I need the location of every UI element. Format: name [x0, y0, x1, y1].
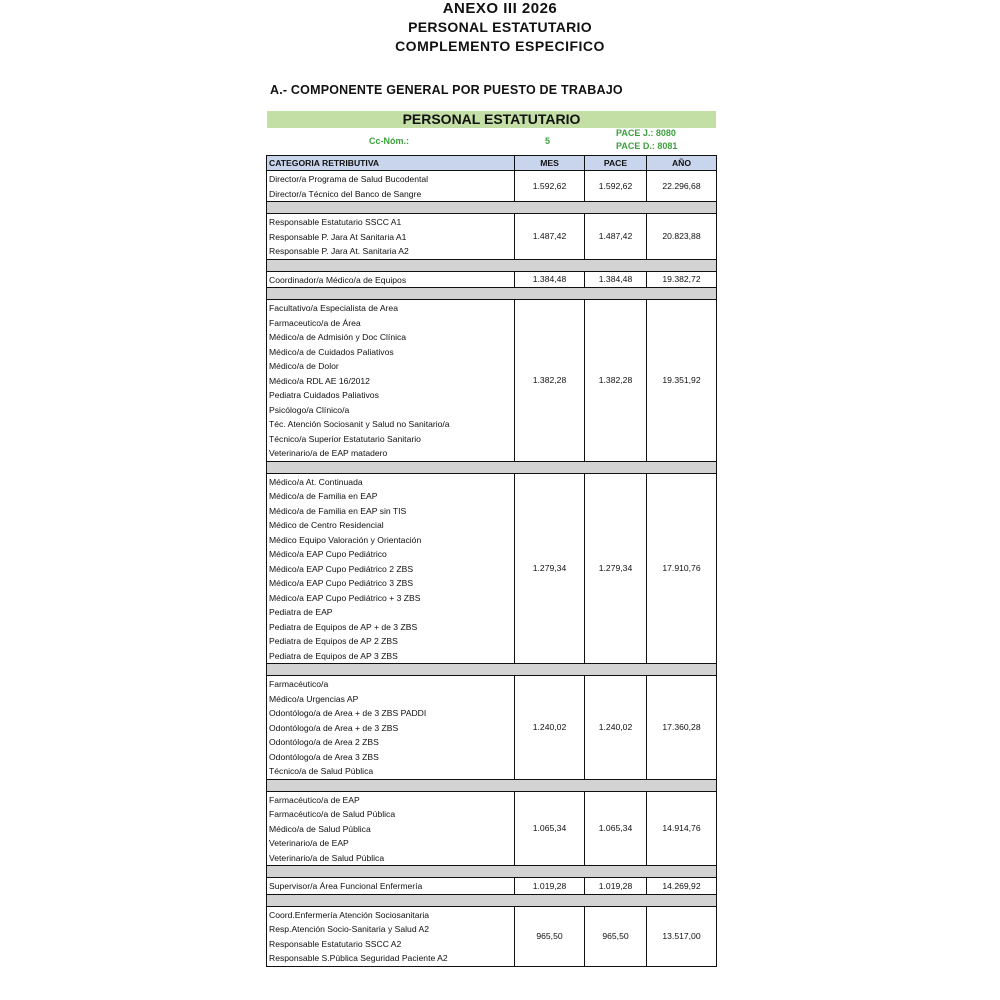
document-subtitle: PERSONAL ESTATUTARIO	[408, 19, 592, 35]
category-name: Médico de Centro Residencial	[269, 520, 384, 530]
separator-cell	[267, 894, 717, 906]
category-name: Pediatra de EAP	[269, 607, 333, 617]
category-names-cell	[267, 214, 515, 260]
category-name: Pediatra de Equipos de AP 3 ZBS	[269, 650, 398, 661]
category-names-cell	[267, 473, 515, 664]
pace-value: 1.592,62	[585, 171, 647, 202]
category-name: Supervisor/a Área Funcional Enfermería	[269, 881, 423, 891]
category-name: Veterinario/a de Salud Pública	[269, 852, 385, 863]
category-name: Facultativo/a Especialista de Area	[269, 303, 398, 313]
category-names-cell	[267, 791, 515, 866]
ano-value: 13.517,00	[647, 906, 717, 966]
ano-value: 14.269,92	[647, 878, 717, 895]
category-name: Director/a Programa de Salud Bucodental	[269, 174, 429, 184]
ano-value: 19.382,72	[647, 271, 717, 288]
pace-value: 1.240,02	[585, 676, 647, 780]
category-name: Médico Equipo Valoración y Orientación	[269, 534, 422, 545]
category-names-cell	[267, 676, 515, 780]
pace-value: 1.279,34	[585, 473, 647, 664]
category-name: Médico/a Urgencias AP	[269, 693, 359, 704]
separator-row	[267, 259, 717, 271]
pace-value: 1.065,34	[585, 791, 647, 866]
category-name: Médico/a EAP Cupo Pediátrico	[269, 549, 387, 559]
category-name: Responsable S.Pública Seguridad Paciente A2	[269, 953, 448, 963]
category-name: Coordinador/a Médico/a de Equipos	[269, 274, 407, 285]
pace-value: 1.384,48	[585, 271, 647, 288]
mes-value: 1.065,34	[515, 791, 585, 866]
table-row	[267, 473, 717, 664]
separator-row	[267, 202, 717, 214]
cc-nom-value: 5	[545, 136, 551, 146]
cc-nom-label: Cc-Nóm.:	[369, 136, 409, 146]
ano-value: 17.360,28	[647, 676, 717, 780]
category-name: Odontólogo/a de Area 2 ZBS	[269, 737, 379, 747]
ano-value: 17.910,76	[647, 473, 717, 664]
separator-cell	[267, 779, 717, 791]
pace-d-code: PACE D.: 8081	[616, 141, 678, 151]
separator-row	[267, 664, 717, 676]
table-row	[267, 271, 717, 288]
table-row	[267, 676, 717, 780]
category-names-cell	[267, 171, 515, 202]
category-name: Técnico/a Superior Estatutario Sanitario	[269, 433, 421, 444]
column-header-pace: PACE	[585, 156, 647, 171]
table-row	[267, 214, 717, 260]
separator-row	[267, 779, 717, 791]
table-row	[267, 171, 717, 202]
category-name: Resp.Atención Socio-Sanitaria y Salud A2	[269, 924, 430, 934]
category-names-cell	[267, 271, 515, 288]
separator-cell	[267, 461, 717, 473]
category-name: Farmaceutico/a de Área	[269, 317, 361, 328]
mes-value: 1.592,62	[515, 171, 585, 202]
category-name: Odontólogo/a de Area 3 ZBS	[269, 751, 379, 762]
category-name: Médico/a EAP Cupo Pediátrico + 3 ZBS	[269, 592, 421, 603]
table-header-row	[267, 156, 717, 171]
mes-value: 1.382,28	[515, 300, 585, 462]
separator-row	[267, 461, 717, 473]
category-names-cell	[267, 300, 515, 462]
separator-cell	[267, 288, 717, 300]
category-name: Pediatra de Equipos de AP 2 ZBS	[269, 636, 398, 646]
mes-value: 965,50	[515, 906, 585, 966]
ano-value: 19.351,92	[647, 300, 717, 462]
ano-value: 14.914,76	[647, 791, 717, 866]
category-name: Veterinario/a de EAP matadero	[269, 448, 388, 458]
separator-cell	[267, 664, 717, 676]
category-name: Médico/a RDL AE 16/2012	[269, 375, 370, 386]
salary-table	[266, 155, 717, 967]
mes-value: 1.384,48	[515, 271, 585, 288]
separator-row	[267, 288, 717, 300]
category-name: Farmacéutico/a	[269, 679, 329, 689]
mes-value: 1.279,34	[515, 473, 585, 664]
table-banner: PERSONAL ESTATUTARIO	[267, 111, 716, 128]
category-name: Psicólogo/a Clínico/a	[269, 404, 350, 415]
category-name: Responsable P. Jara At Sanitaria A1	[269, 231, 407, 242]
category-name: Director/a Técnico del Banco de Sangre	[269, 188, 422, 199]
category-name: Médico/a EAP Cupo Pediátrico 3 ZBS	[269, 578, 414, 588]
document-heading: COMPLEMENTO ESPECIFICO	[395, 38, 605, 54]
separator-row	[267, 894, 717, 906]
category-name: Médico/a de Cuidados Paliativos	[269, 346, 394, 357]
category-name: Médico/a de Familia en EAP	[269, 491, 378, 501]
category-names-cell	[267, 878, 515, 895]
category-name: Médico/a At. Continuada	[269, 476, 363, 487]
category-name: Responsable P. Jara At. Sanitaria A2	[269, 246, 409, 256]
column-header-category: CATEGORIA RETRIBUTIVA	[267, 156, 515, 171]
separator-cell	[267, 259, 717, 271]
category-name: Técnico/a de Salud Pública	[269, 766, 374, 776]
category-name: Médico/a EAP Cupo Pediátrico 2 ZBS	[269, 563, 414, 574]
section-title: A.- COMPONENTE GENERAL POR PUESTO DE TRABAJO	[270, 83, 623, 97]
annex-title: ANEXO III 2026	[442, 0, 558, 17]
column-header-ano: AÑO	[647, 156, 717, 171]
ano-value: 22.296,68	[647, 171, 717, 202]
pace-value: 1.487,42	[585, 214, 647, 260]
table-row	[267, 300, 717, 462]
table-row	[267, 906, 717, 966]
category-name: Farmacéutico/a de EAP	[269, 794, 360, 805]
pace-j-code: PACE J.: 8080	[616, 128, 676, 138]
table-row	[267, 878, 717, 895]
pace-value: 1.019,28	[585, 878, 647, 895]
separator-row	[267, 866, 717, 878]
mes-value: 1.240,02	[515, 676, 585, 780]
separator-cell	[267, 866, 717, 878]
category-name: Médico/a de Admisión y Doc Clínica	[269, 332, 407, 342]
category-name: Odontólogo/a de Area + de 3 ZBS PADDI	[269, 708, 427, 718]
category-names-cell	[267, 906, 515, 966]
column-header-mes: MES	[515, 156, 585, 171]
category-name: Odontólogo/a de Area + de 3 ZBS	[269, 722, 399, 733]
category-name: Coord.Enfermería Atención Sociosanitaria	[269, 909, 430, 920]
separator-cell	[267, 202, 717, 214]
category-name: Veterinario/a de EAP	[269, 838, 349, 848]
pace-value: 1.382,28	[585, 300, 647, 462]
category-name: Médico/a de Familia en EAP sin TIS	[269, 505, 407, 516]
category-name: Responsable Estatutario SSCC A2	[269, 938, 402, 949]
ano-value: 20.823,88	[647, 214, 717, 260]
category-name: Pediatra Cuidados Paliativos	[269, 390, 379, 400]
category-name: Téc. Atención Sociosanit y Salud no Sanitario/a	[269, 419, 450, 429]
category-name: Pediatra de Equipos de AP + de 3 ZBS	[269, 621, 418, 632]
category-name: Farmacéutico/a de Salud Pública	[269, 809, 396, 819]
mes-value: 1.019,28	[515, 878, 585, 895]
table-row	[267, 791, 717, 866]
pace-value: 965,50	[585, 906, 647, 966]
category-name: Médico/a de Salud Pública	[269, 823, 371, 834]
mes-value: 1.487,42	[515, 214, 585, 260]
category-name: Responsable Estatutario SSCC A1	[269, 217, 402, 227]
category-name: Médico/a de Dolor	[269, 361, 339, 371]
